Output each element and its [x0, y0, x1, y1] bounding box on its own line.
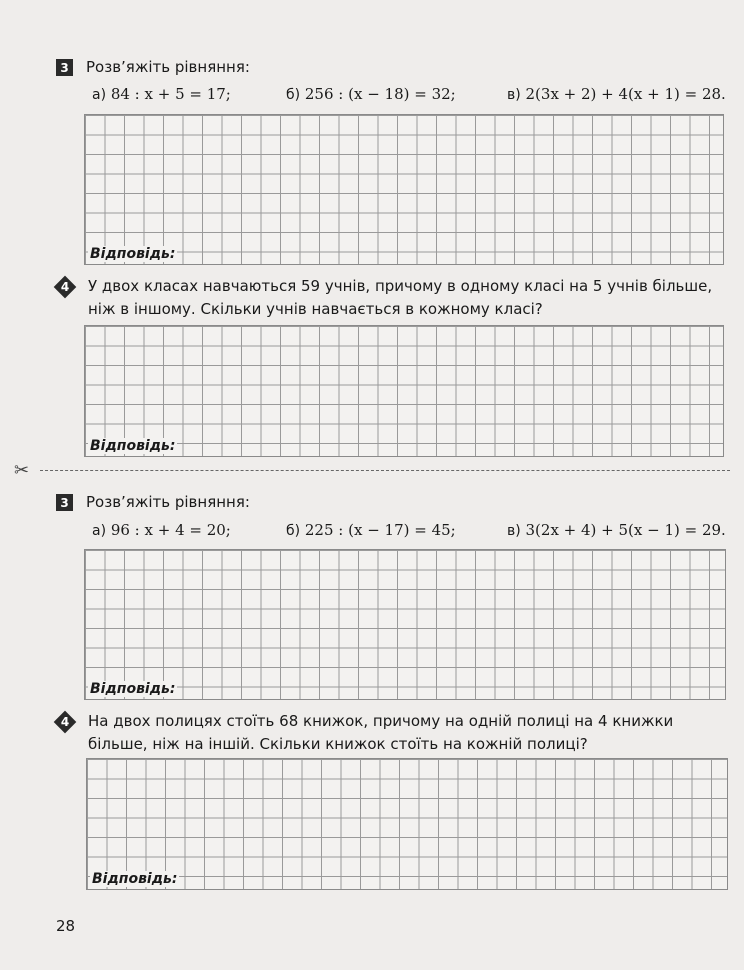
equation-b: б) 225 : (x − 17) = 45; — [286, 521, 456, 539]
word-problem-line: У двох класах навчаються 59 учнів, причому в одному класі на 5 учнів більше, — [88, 277, 713, 295]
task-number-badge: 4 — [54, 711, 76, 733]
task-number-badge: 3 — [56, 59, 73, 76]
answer-label: Відповідь: — [90, 681, 176, 697]
page-number: 28 — [56, 917, 76, 935]
word-problem-line: ніж в іншому. Скільки учнів навчається в кожному класі? — [88, 300, 543, 318]
answer-label: Відповідь: — [92, 871, 178, 887]
word-problem — [88, 710, 726, 756]
answer-grid[interactable] — [84, 325, 724, 457]
cut-line — [40, 470, 730, 471]
answer-label: Відповідь: — [90, 438, 176, 454]
scissors-icon: ✂ — [14, 460, 30, 481]
word-problem-line: На двох полицях стоїть 68 книжок, причому на одній полиці на 4 книжки — [88, 712, 674, 730]
equation-c: в) 2(3x + 2) + 4(x + 1) = 28. — [507, 85, 726, 103]
answer-grid[interactable] — [84, 114, 724, 265]
task-number-badge: 4 — [54, 276, 76, 298]
equation-a: а) 84 : x + 5 = 17; — [92, 85, 231, 103]
answer-grid[interactable] — [86, 758, 728, 890]
answer-grid[interactable] — [84, 549, 726, 700]
equation-c: в) 3(2x + 4) + 5(x − 1) = 29. — [507, 521, 726, 539]
answer-label: Відповідь: — [90, 246, 176, 262]
task-heading: Розв’яжіть рівняння: — [86, 493, 250, 511]
word-problem — [88, 275, 724, 321]
equation-a: а) 96 : x + 4 = 20; — [92, 521, 231, 539]
equation-b: б) 256 : (x − 18) = 32; — [286, 85, 456, 103]
word-problem-line: більше, ніж на іншій. Скільки книжок стоїть на кожній полиці? — [88, 735, 588, 753]
task-heading: Розв’яжіть рівняння: — [86, 58, 250, 76]
task-number-badge: 3 — [56, 494, 73, 511]
